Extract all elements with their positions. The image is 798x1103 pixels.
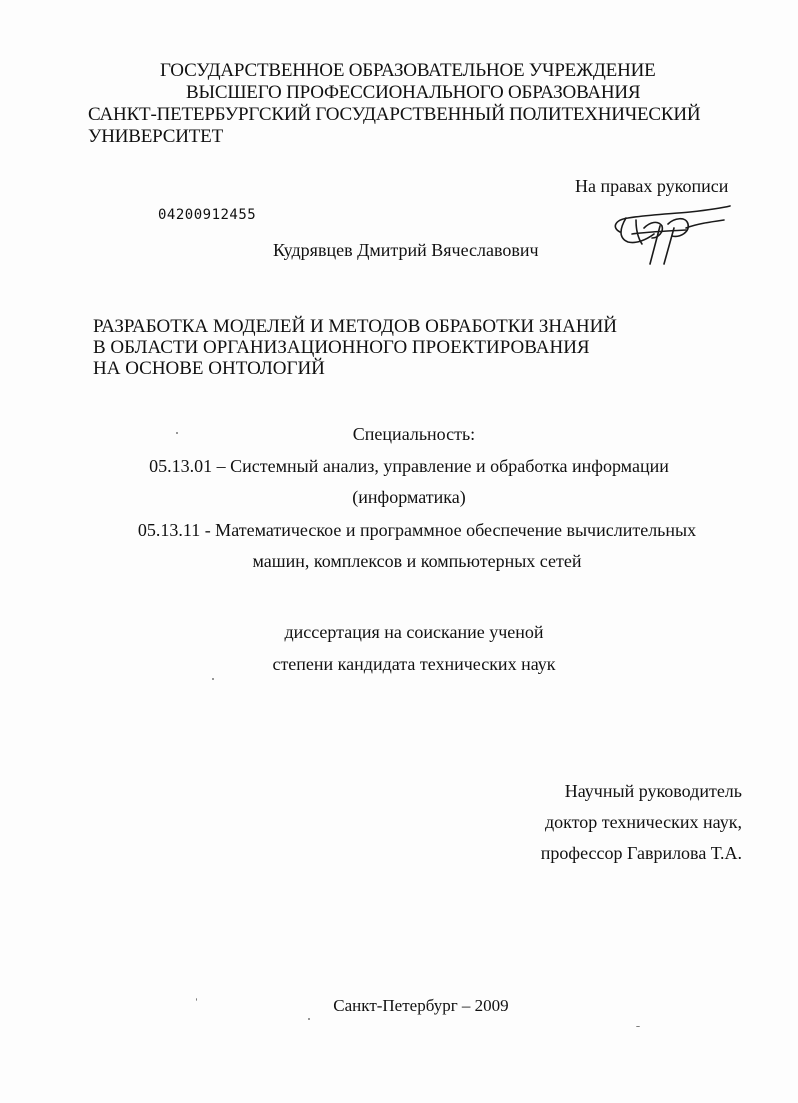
author-name: Кудрявцев Дмитрий Вячеславович [273,240,539,260]
supervisor-name: профессор Гаврилова Т.А. [540,843,742,863]
archive-code: 04200912455 [158,207,257,223]
institution-line-2: ВЫСШЕГО ПРОФЕССИОНАЛЬНОГО ОБРАЗОВАНИЯ [186,82,641,103]
specialty-1-line-1: 05.13.01 – Системный анализ, управление и обработка информации [149,456,669,476]
specialty-label: Специальность: [352,424,476,444]
scan-speck [636,1026,640,1027]
supervisor-role: Научный руководитель [564,781,742,801]
degree-line-1: диссертация на соискание ученой [284,622,544,642]
dissertation-title [93,316,617,379]
supervisor-degree: доктор технических наук, [545,812,742,832]
rights-note: На правах рукописи [575,176,729,196]
scan-speck [176,432,178,434]
scan-speck [212,678,214,680]
institution-line-3: САНКТ-ПЕТЕРБУРГСКИЙ ГОСУДАРСТВЕННЫЙ ПОЛИТЕХНИЧЕСКИЙ [88,104,701,125]
degree-line-2: степени кандидата технических наук [272,654,556,674]
specialty-2-line-1: 05.13.11 - Математическое и программное обеспечение вычислительных [137,520,697,540]
specialty-2-line-2: машин, комплексов и компьютерных сетей [252,551,582,571]
scan-speck [308,1018,310,1020]
title-line-3: НА ОСНОВЕ ОНТОЛОГИЙ [93,358,325,379]
specialty-1-line-2: (информатика) [352,487,466,507]
institution-line-4: УНИВЕРСИТЕТ [88,126,223,147]
city-year: Санкт-Петербург – 2009 [333,996,509,1015]
scan-speck [196,998,197,1001]
title-line-2: В ОБЛАСТИ ОРГАНИЗАЦИОННОГО ПРОЕКТИРОВАНИЯ [93,337,590,358]
handwritten-signature [606,198,736,266]
supervisor-block [541,776,742,869]
institution-header [88,60,748,148]
title-line-1: РАЗРАБОТКА МОДЕЛЕЙ И МЕТОДОВ ОБРАБОТКИ ЗНАНИЙ [93,316,618,337]
institution-line-1: ГОСУДАРСТВЕННОЕ ОБРАЗОВАТЕЛЬНОЕ УЧРЕЖДЕНИЕ [160,60,656,81]
